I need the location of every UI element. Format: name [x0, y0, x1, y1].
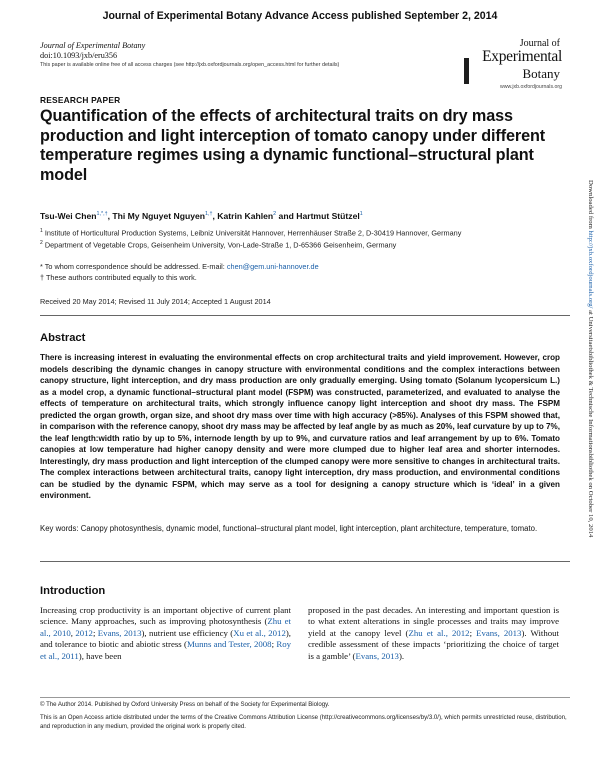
affiliation-1 [40, 228, 461, 237]
license-note: This is an Open Access article distributed under the terms of the Creative Commons Attribution License (http://creativecommons.org/licenses/by/3.0/), which permits unrestricted reuse, distribution, and reproduction in any medium, provided the original work is properly cited. [40, 714, 567, 730]
citation-link[interactable]: Zhu et al., 2012 [408, 627, 470, 638]
author-name[interactable]: Hartmut Stützel [296, 211, 360, 221]
download-link[interactable]: http://jxb.oxfordjournals.org/ [587, 230, 594, 309]
keywords-text: Canopy photosynthesis, dynamic model, functional–structural plant model, light interception, plant architecture, temperature, tomato. [80, 524, 538, 533]
download-notice [587, 180, 594, 537]
availability-note: This paper is available online free of all access charges (see http://jxb.oxfordjournals.org/open_access.html for further details) [40, 62, 340, 68]
keywords-label: Key words: [40, 524, 79, 533]
citation-link[interactable]: 2012 [75, 627, 93, 638]
intro-text: ), nutrient use efficiency ( [141, 627, 234, 638]
equal-contribution-note: † These authors contributed equally to this work. [40, 273, 197, 282]
intro-text: ; [469, 627, 477, 638]
divider [40, 315, 570, 316]
download-prefix: Downloaded from [587, 180, 594, 229]
affiliation-sup: 2 [40, 240, 43, 246]
copyright-note: © The Author 2014. Published by Oxford University Press on behalf of the Society for Experimental Biology. [40, 701, 330, 708]
author-name[interactable]: Tsu-Wei Chen [40, 211, 97, 221]
intro-text: Increasing crop productivity is an important objective of current plant science. Many approaches, such as improving photosynthesis ( [40, 605, 291, 627]
introduction-heading: Introduction [40, 585, 106, 597]
journal-logo [462, 38, 568, 96]
author-name[interactable]: Thi My Nguyet Nguyen [112, 211, 206, 221]
affiliation-2 [40, 240, 396, 249]
intro-text: ), and tolerance to biotic and abiotic stress ( [40, 627, 291, 650]
intro-column-2 [308, 605, 559, 662]
intro-text: ). [398, 650, 405, 661]
abstract-heading: Abstract [40, 332, 86, 344]
author-sep: , [212, 211, 218, 221]
correspondence-text: * To whom correspondence should be addressed. E-mail: [40, 262, 225, 271]
submission-dates: Received 20 May 2014; Revised 11 July 2014; Accepted 1 August 2014 [40, 297, 271, 306]
logo-url: www.jxb.oxfordjournals.org [500, 84, 562, 90]
intro-text: ; [92, 627, 98, 638]
correspondence-note [40, 262, 319, 271]
doi[interactable]: doi:10.1093/jxb/eru356 [40, 51, 118, 60]
intro-column-1 [40, 605, 291, 662]
intro-text: ). Without credible assessment of these impacts ‘prioritizing the choice of target is a gamble’ ( [308, 627, 559, 661]
citation-link[interactable]: Evans, 2013 [97, 627, 142, 638]
author-sep: , [107, 211, 113, 221]
citation-link[interactable]: Zhu et al., 2010 [40, 616, 291, 638]
download-suffix: at Universitaetsbibliothek & Technische Informationsbibliothek on October 10, 2014 [587, 310, 594, 538]
affiliation-text: Department of Vegetable Crops, Geisenheim University, Von-Lade-Straße 1, D-65366 Geisenheim, Germany [44, 240, 397, 250]
logo-line3: Botany [522, 66, 560, 81]
journal-name: Journal of Experimental Botany [40, 41, 146, 50]
citation-link[interactable]: Munns and Tester, 2008 [186, 639, 272, 650]
citation-link[interactable]: Xu et al., 2012 [233, 627, 286, 638]
abstract-body: There is increasing interest in evaluating the environmental effects on crop architectural traits and yield improvement. However, crop models describing the dynamic changes in canopy structure with environmental conditions and the complex interactions between canopy structure, light interception, and dry mass production are only gradually emerging. Using tomato (Solanum lycopersicum L.) as a model crop, a dynamic functional–structural plant model (FSPM) was constructed, parameterized, and evaluated to analyse the effects of temperature on architectural traits, which strongly influence canopy light interception and shoot dry mass. The FSPM predicted the organ growth, organ size, and shoot dry mass over time with high accuracy (>85%). Analyses of this FSPM showed that, in comparison with the reference canopy, shoot dry mass may be affected by leaf angle by as much as 20%, leaf curvature by up to 7%, the leaf length:width ratio by up to 5%, internode length by up to 9%, and curvature ratios and leaf arrangement by up to 6%. Tomato canopies at low temperature had higher canopy density and were more clumped due to higher leaf area and shorter internodes. Interestingly, dry mass production and light interception of the clumped canopy were more sensitive to changes in architectural traits. The complex interactions between architectural traits, canopy light interception, dry mass production, and environmental conditions can be studied by the dynamic FSPM, which may serve as a tool for designing a canopy structure which is ‘ideal’ in a given environment. [40, 353, 560, 500]
logo-bar [464, 58, 469, 84]
intro-text: proposed in the past decades. An interesting and important question is to what extent alterations in single processes and traits may improve yield at the canopy level ( [308, 605, 559, 638]
journal-banner: Journal of Experimental Botany Advance Access published September 2, 2014 [102, 10, 498, 22]
author-sup: 1,† [205, 211, 213, 218]
citation-link[interactable]: Evans, 2013 [476, 627, 522, 638]
journal-header [40, 41, 440, 69]
divider [40, 561, 570, 562]
logo-line1: Journal of [519, 38, 560, 49]
citation-link[interactable]: Evans, 2013 [355, 650, 399, 661]
author-sup: 1 [359, 211, 363, 218]
author-name[interactable]: Katrin Kahlen [217, 211, 274, 221]
logo-line2: Experimental [482, 48, 562, 65]
keywords [40, 523, 560, 534]
intro-text: ), have been [78, 650, 122, 661]
affiliation-text: Institute of Horticultural Production Systems, Leibniz Universität Hannover, Herrenhäuser Straße 2, D-30419 Hannover, Germany [44, 228, 462, 238]
affiliation-sup: 1 [40, 228, 43, 234]
divider [40, 697, 570, 698]
author-list [40, 211, 363, 221]
author-sup: 1,*,† [96, 211, 108, 218]
author-sup: 2 [273, 211, 277, 218]
author-sep: and [276, 211, 297, 221]
download-sidebar [585, 180, 595, 700]
email-link[interactable]: chen@gem.uni-hannover.de [226, 262, 319, 271]
intro-text: ; [271, 639, 277, 650]
paper-type: RESEARCH PAPER [40, 95, 121, 105]
citation-link[interactable]: Roy et al., 2011 [40, 639, 291, 661]
paper-title: Quantification of the effects of architectural traits on dry mass production and light interception of tomato canopy under different temperature regimes using a dynamic functional–structural plant model [40, 107, 546, 184]
intro-text: , [70, 627, 76, 638]
